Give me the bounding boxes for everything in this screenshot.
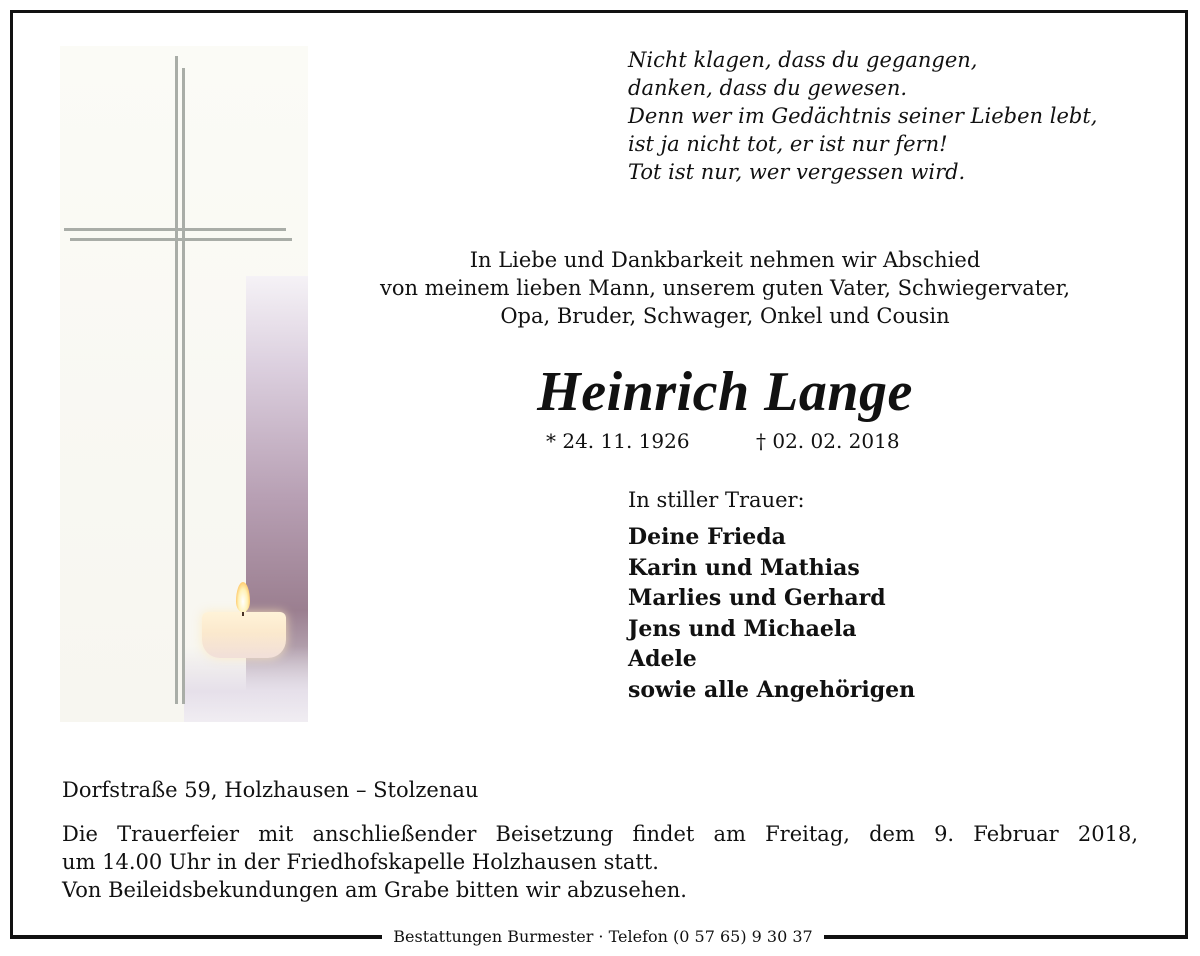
service-line: Die Trauerfeier mit anschließender Beisetzung findet am Freitag, dem 9. Februar 2018, <box>62 822 1138 846</box>
intro-line: Opa, Bruder, Schwager, Onkel und Cousin <box>500 304 950 328</box>
mourner-name: sowie alle Angehörigen <box>628 676 916 703</box>
poem-line: Tot ist nur, wer vergessen wird. <box>628 160 966 184</box>
undertaker-contact: Bestattungen Burmester · Telefon (0 57 65) 9 30 37 <box>382 926 824 948</box>
birth-date: * 24. 11. 1926 <box>546 429 690 453</box>
poem-line: Denn wer im Gedächtnis seiner Lieben lebt, <box>628 104 1098 128</box>
footer-rule-right <box>824 936 1188 939</box>
service-details <box>62 820 1138 904</box>
poem-line: danken, dass du gewesen. <box>628 76 908 100</box>
mourner-name: Marlies und Gerhard <box>628 585 886 612</box>
life-dates <box>546 427 946 455</box>
poem-line: ist ja nicht tot, er ist nur fern! <box>628 132 948 156</box>
farewell-intro <box>330 246 1120 330</box>
intro-line: von meinem lieben Mann, unserem guten Vater, Schwiegervater, <box>379 276 1071 300</box>
mourner-name: Jens und Michaela <box>628 615 857 642</box>
death-date: † 02. 02. 2018 <box>756 429 900 453</box>
cross-vertical-bar-2 <box>182 68 185 704</box>
memorial-image <box>60 46 308 722</box>
cross-vertical-bar-1 <box>175 56 178 704</box>
undertaker-footer <box>10 926 1188 950</box>
poem <box>628 46 1158 186</box>
deceased-name: Heinrich Lange <box>537 361 913 423</box>
footer-rule-left <box>10 936 382 939</box>
cross-horizontal-bar-1 <box>64 228 286 231</box>
mourner-name: Adele <box>628 646 697 673</box>
mourner-name: Deine Frieda <box>628 524 786 550</box>
poem-line: Nicht klagen, dass du gegangen, <box>628 48 978 72</box>
family-address: Dorfstraße 59, Holzhausen – Stolzenau <box>62 778 479 802</box>
service-line: um 14.00 Uhr in der Friedhofskapelle Holzhausen statt. <box>62 850 659 874</box>
mourners-list <box>628 522 915 706</box>
mourning-label: In stiller Trauer: <box>628 488 805 512</box>
mourner-name: Karin und Mathias <box>628 554 860 581</box>
intro-line: In Liebe und Dankbarkeit nehmen wir Abschied <box>469 248 981 272</box>
candle-body <box>202 612 286 658</box>
service-line: Von Beileidsbekundungen am Grabe bitten wir abzusehen. <box>62 878 687 902</box>
cross-horizontal-bar-2 <box>70 238 292 241</box>
